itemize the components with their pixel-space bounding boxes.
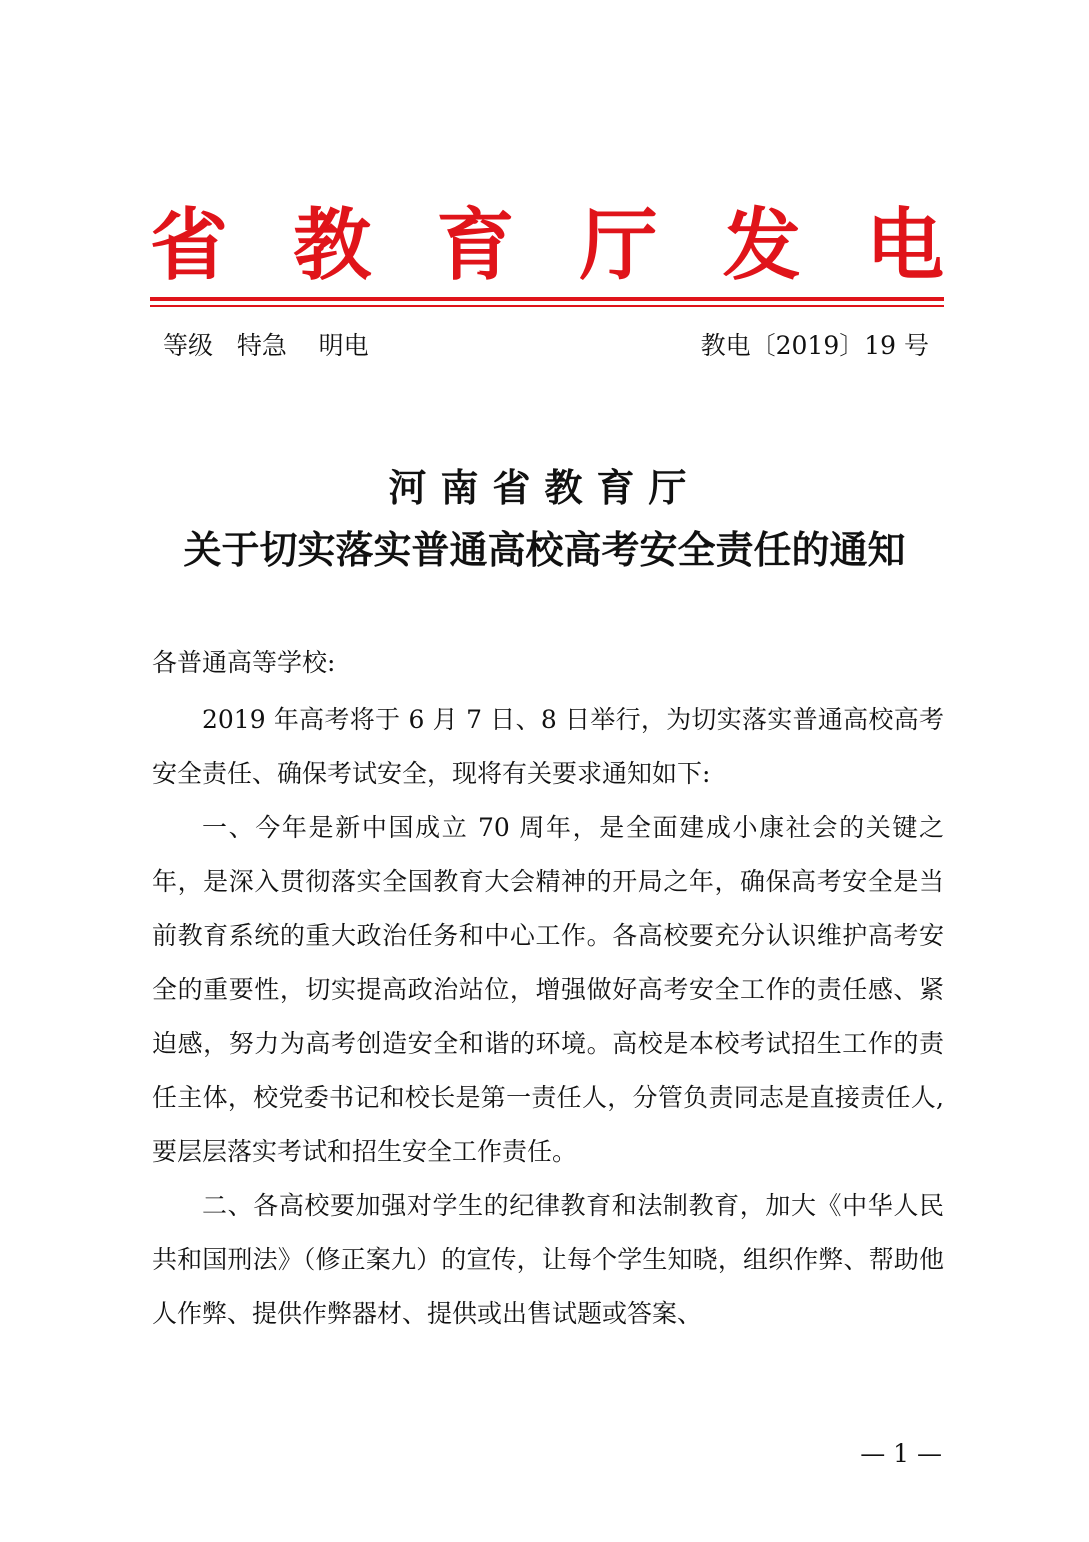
header-char: 电	[865, 201, 944, 291]
paragraph: 一、今年是新中国成立 70 周年，是全面建成小康社会的关键之年，是深入贯彻落实全国教育大会精神的开局之年，确保高考安全是当前教育系统的重大政治任务和中心工作。各高校要充分认识维护高考安全的重要性，切实提高政治站位，增强做好高考安全工作的责任感、紧迫感，努力为高考创造安全和谐的环境。高校是本校考试招生工作的责任主体，校党委书记和校长是第一责任人，分管负责同志是直接责任人,要层层落实考试和招生安全工作责任。	[152, 813, 944, 1166]
level-value: 特急	[236, 331, 287, 360]
page-number: — 1 —	[860, 1439, 942, 1468]
header-char: 发	[722, 201, 801, 291]
header-char: 厅	[579, 201, 658, 291]
header-char: 育	[436, 201, 515, 291]
header-divider-thick	[150, 297, 944, 301]
notice-title: 关于切实落实普通高校高考安全责任的通知	[183, 527, 906, 572]
document-number: 教电〔2019〕19 号	[700, 331, 929, 360]
header-char: 教	[293, 201, 372, 291]
paragraph: 二、各高校要加强对学生的纪律教育和法制教育，加大《中华人民共和国刑法》（修正案九）的宣传，让每个学生知晓，组织作弊、帮助他人作弊、提供作弊器材、提供或出售试题或答案、	[152, 1191, 944, 1328]
addressee: 各普通高等学校:	[152, 648, 336, 677]
issuer-title: 河南省教育厅	[388, 465, 701, 510]
level-label: 等级	[163, 331, 214, 360]
header-char: 省	[150, 201, 229, 291]
paragraph: 2019 年高考将于 6 月 7 日、8 日举行，为切实落实普通高校高考安全责任、确保考试安全，现将有关要求通知如下:	[152, 705, 944, 788]
telegram-type: 明电	[318, 331, 369, 360]
urgency-info	[163, 328, 369, 364]
header-title	[150, 196, 944, 296]
header-divider-thin	[150, 305, 944, 307]
body-text	[152, 693, 944, 1341]
